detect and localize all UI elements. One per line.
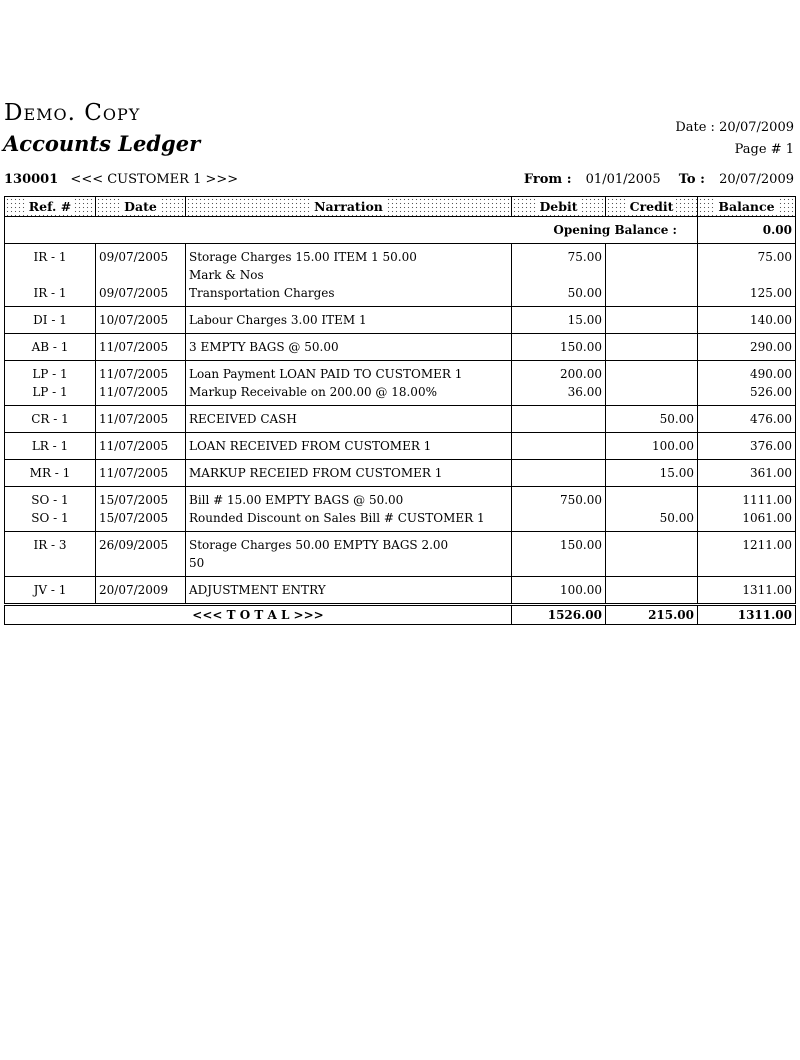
balance-cell: 361.00 — [698, 460, 796, 487]
date-cell: 20/07/2009 — [96, 577, 186, 605]
debit-cell — [512, 433, 606, 460]
from-label: From : — [523, 172, 572, 187]
narration-cell: 3 EMPTY BAGS @ 50.00 — [186, 334, 512, 361]
balance-cell: 125.00 — [698, 284, 796, 307]
date-cell: 09/07/2005 — [96, 244, 186, 285]
credit-cell: 15.00 — [606, 460, 698, 487]
ref-cell: SO - 1 — [5, 509, 96, 532]
debit-cell: 750.00 — [512, 487, 606, 510]
debit-cell: 15.00 — [512, 307, 606, 334]
narration-line: Storage Charges 50.00 EMPTY BAGS 2.00 — [189, 538, 449, 552]
credit-cell — [606, 334, 698, 361]
narration-cell: Loan Payment LOAN PAID TO CUSTOMER 1 — [186, 361, 512, 384]
debit-cell: 150.00 — [512, 334, 606, 361]
date-cell: 09/07/2005 — [96, 284, 186, 307]
debit-cell: 50.00 — [512, 284, 606, 307]
narration-cell — [186, 244, 512, 285]
debit-cell: 100.00 — [512, 577, 606, 605]
credit-cell — [606, 532, 698, 577]
date-cell: 11/07/2005 — [96, 406, 186, 433]
table-row — [5, 244, 796, 285]
opening-balance-label: Opening Balance : — [5, 217, 698, 244]
table-row — [5, 460, 796, 487]
col-header-ref: Ref. # — [5, 197, 96, 217]
narration-line-2: 50 — [189, 556, 205, 570]
narration-cell: Bill # 15.00 EMPTY BAGS @ 50.00 — [186, 487, 512, 510]
table-row — [5, 433, 796, 460]
narration-cell: Markup Receivable on 200.00 @ 18.00% — [186, 383, 512, 406]
account-name: <<< CUSTOMER 1 >>> — [70, 172, 239, 187]
balance-cell: 490.00 — [698, 361, 796, 384]
debit-cell — [512, 509, 606, 532]
narration-cell: MARKUP RECEIED FROM CUSTOMER 1 — [186, 460, 512, 487]
narration-cell: LOAN RECEIVED FROM CUSTOMER 1 — [186, 433, 512, 460]
debit-cell: 36.00 — [512, 383, 606, 406]
table-row — [5, 284, 796, 307]
balance-cell: 526.00 — [698, 383, 796, 406]
ref-cell: LP - 1 — [5, 383, 96, 406]
col-header-credit: Credit — [606, 197, 698, 217]
credit-cell: 50.00 — [606, 509, 698, 532]
narration-cell: Labour Charges 3.00 ITEM 1 — [186, 307, 512, 334]
balance-cell: 75.00 — [698, 244, 796, 285]
ref-cell: IR - 1 — [5, 284, 96, 307]
total-row — [5, 605, 796, 625]
report-title: Accounts Ledger — [3, 131, 201, 156]
to-label: To : — [678, 172, 705, 187]
credit-cell: 100.00 — [606, 433, 698, 460]
ref-cell: LP - 1 — [5, 361, 96, 384]
total-debit: 1526.00 — [512, 605, 606, 625]
col-header-debit: Debit — [512, 197, 606, 217]
ref-cell: JV - 1 — [5, 577, 96, 605]
narration-cell — [186, 532, 512, 577]
credit-cell — [606, 307, 698, 334]
date-range — [524, 172, 794, 187]
narration-cell: Rounded Discount on Sales Bill # CUSTOMER 1 — [186, 509, 512, 532]
date-cell: 10/07/2005 — [96, 307, 186, 334]
account-code: 130001 — [4, 172, 59, 187]
credit-cell — [606, 361, 698, 384]
col-header-narration: Narration — [186, 197, 512, 217]
narration-line: Storage Charges 15.00 ITEM 1 50.00 — [189, 250, 417, 264]
table-row — [5, 307, 796, 334]
col-header-date: Date — [96, 197, 186, 217]
table-row — [5, 383, 796, 406]
ref-cell: AB - 1 — [5, 334, 96, 361]
date-cell: 15/07/2005 — [96, 509, 186, 532]
date-cell: 11/07/2005 — [96, 433, 186, 460]
page-number: Page # 1 — [734, 142, 794, 157]
ref-cell: MR - 1 — [5, 460, 96, 487]
opening-balance-value: 0.00 — [698, 217, 796, 244]
ref-cell: LR - 1 — [5, 433, 96, 460]
ledger-table — [4, 196, 796, 625]
balance-cell: 1211.00 — [698, 532, 796, 577]
ref-cell: DI - 1 — [5, 307, 96, 334]
date-cell: 11/07/2005 — [96, 460, 186, 487]
debit-cell: 75.00 — [512, 244, 606, 285]
debit-cell — [512, 460, 606, 487]
date-cell: 11/07/2005 — [96, 361, 186, 384]
ref-cell: IR - 3 — [5, 532, 96, 577]
balance-cell: 290.00 — [698, 334, 796, 361]
ref-cell: CR - 1 — [5, 406, 96, 433]
date-cell: 26/09/2005 — [96, 532, 186, 577]
print-date: Date : 20/07/2009 — [675, 120, 794, 135]
table-row — [5, 406, 796, 433]
to-date: 20/07/2009 — [719, 172, 794, 187]
credit-cell — [606, 284, 698, 307]
table-row — [5, 334, 796, 361]
credit-cell — [606, 577, 698, 605]
balance-cell: 476.00 — [698, 406, 796, 433]
ref-cell: IR - 1 — [5, 244, 96, 285]
table-row — [5, 487, 796, 510]
col-header-balance: Balance — [698, 197, 796, 217]
debit-cell: 200.00 — [512, 361, 606, 384]
narration-cell: RECEIVED CASH — [186, 406, 512, 433]
header-row — [5, 197, 796, 217]
date-cell: 11/07/2005 — [96, 383, 186, 406]
credit-cell — [606, 383, 698, 406]
total-label: <<< T O T A L >>> — [5, 605, 512, 625]
table-row — [5, 361, 796, 384]
credit-cell: 50.00 — [606, 406, 698, 433]
balance-cell: 1111.00 — [698, 487, 796, 510]
account-line — [4, 172, 238, 187]
table-row — [5, 532, 796, 577]
balance-cell: 1311.00 — [698, 577, 796, 605]
date-cell: 15/07/2005 — [96, 487, 186, 510]
balance-cell: 1061.00 — [698, 509, 796, 532]
table-row — [5, 577, 796, 605]
from-date: 01/01/2005 — [585, 172, 661, 187]
balance-cell: 140.00 — [698, 307, 796, 334]
company-name: Demo. Copy — [4, 100, 141, 126]
narration-cell: Transportation Charges — [186, 284, 512, 307]
balance-cell: 376.00 — [698, 433, 796, 460]
credit-cell — [606, 487, 698, 510]
ref-cell: SO - 1 — [5, 487, 96, 510]
narration-line-2: Mark & Nos — [189, 268, 264, 282]
narration-cell: ADJUSTMENT ENTRY — [186, 577, 512, 605]
debit-cell — [512, 406, 606, 433]
credit-cell — [606, 244, 698, 285]
debit-cell: 150.00 — [512, 532, 606, 577]
date-cell: 11/07/2005 — [96, 334, 186, 361]
total-balance: 1311.00 — [698, 605, 796, 625]
opening-balance-row — [5, 217, 796, 244]
total-credit: 215.00 — [606, 605, 698, 625]
table-row — [5, 509, 796, 532]
